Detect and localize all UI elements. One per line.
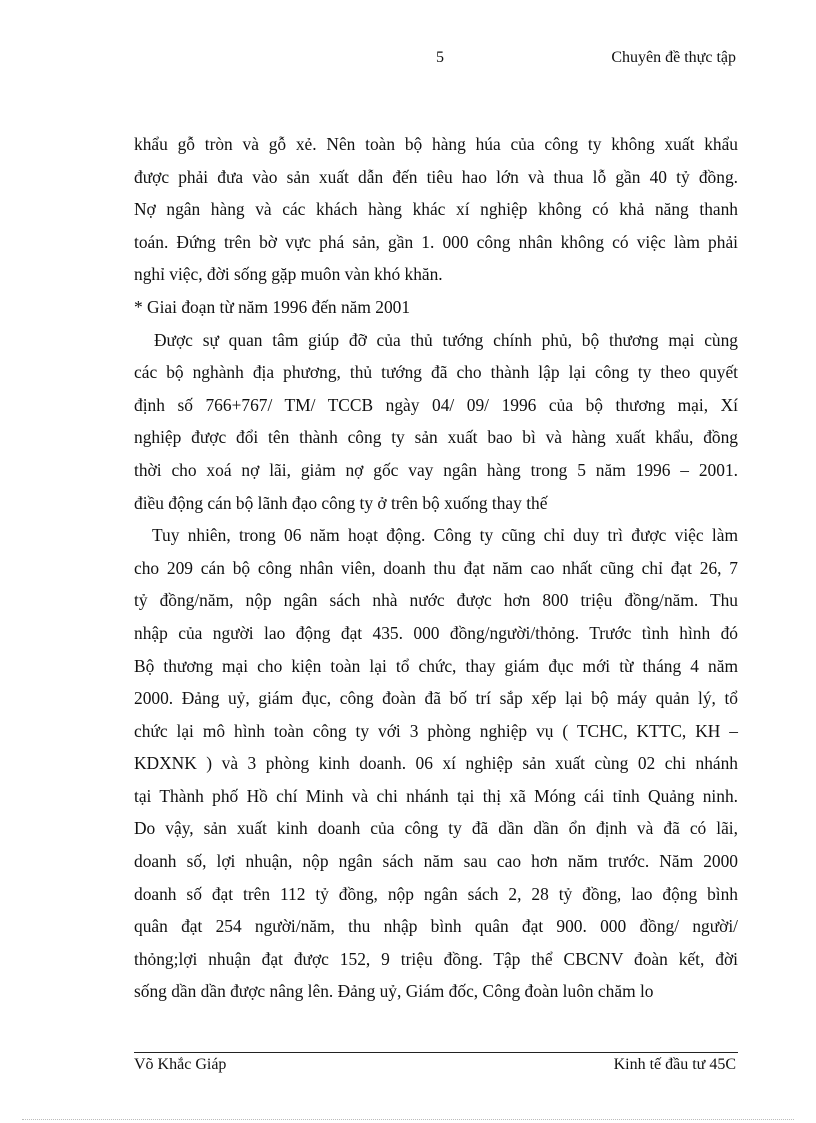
text-line: toán. Đứng trên bờ vực phá sản, gần 1. 000 công nhân không có việc làm phải [134,231,738,252]
footer-divider [134,1052,738,1053]
page-edge-divider [22,1119,794,1120]
document-title: Chuyên đề thực tập [611,49,736,66]
text-line: định số 766+767/ TM/ TCCB ngày 04/ 09/ 1996 của bộ thương mại, Xí [134,394,738,415]
text-line: doanh số đạt trên 112 tỷ đồng, nộp ngân sách 2, 28 tỷ đồng, lao động bình [134,883,738,904]
text-line: tại Thành phố Hồ chí Minh và chi nhánh tại thị xã Móng cái tỉnh Quảng ninh. [134,785,738,806]
text-line: Bộ thương mại cho kiện toàn lại tổ chức, thay giám đục mới từ tháng 4 năm [134,655,738,676]
text-line: Do vậy, sản xuất kinh doanh của công ty đã dần dần ổn định và đã có lãi, [134,818,738,839]
page-number: 5 [436,49,444,66]
text-line: tỷ đồng/năm, nộp ngân sách nhà nước được hơn 800 triệu đồng/năm. Thu [134,590,738,611]
text-line: doanh số, lợi nhuận, nộp ngân sách năm sau cao hơn năm trước. Năm 2000 [134,851,738,872]
text-line: quân đạt 254 người/năm, thu nhập bình quân đạt 900. 000 đồng/ người/ [134,916,738,937]
text-line: được phải đưa vào sản xuất dẫn đến tiêu hao lớn và thua lỗ gần 40 tỷ đồng. [134,166,738,187]
section-heading: * Giai đoạn từ năm 1996 đến năm 2001 [134,296,411,317]
text-line: cho 209 cán bộ công nhân viên, doanh thu đạt năm cao nhất cũng chỉ đạt 26, 7 [134,557,738,578]
text-line: Nợ ngân hàng và các khách hàng khác xí nghiệp không có khả năng thanh [134,199,738,220]
text-line: nghiệp được đổi tên thành công ty sản xuất bao bì và hàng xuất khẩu, đồng [134,427,738,448]
text-line: thời cho xoá nợ lãi, giảm nợ gốc vay ngân hàng trong 5 năm 1996 – 2001. [134,459,738,480]
text-line: 2000. Đảng uỷ, giám đục, công đoàn đã bố trí sắp xếp lại bộ máy quản lý, tổ [134,688,738,709]
text-line: KDXNK ) và 3 phòng kinh doanh. 06 xí nghiệp sản xuất cùng 02 chi nhánh [134,753,738,774]
text-line: nhập của người lao động đạt 435. 000 đồng/người/thỏng. Trước tình hình đó [134,622,738,643]
text-line: thỏng;lợi nhuận đạt được 152, 9 triệu đồng. Tập thể CBCNV đoàn kết, đời [134,948,738,969]
text-line: khẩu gỗ tròn và gỗ xẻ. Nên toàn bộ hàng húa của công ty không xuất khẩu [134,134,738,154]
footer-class: Kinh tế đầu tư 45C [613,1056,736,1073]
text-line: điều động cán bộ lãnh đạo công ty ở trên bộ xuống thay thế [134,492,548,513]
text-line: các bộ nghành địa phương, thủ tướng đã cho thành lập lại công ty theo quyết [134,362,738,383]
text-line: Được sự quan tâm giúp đỡ của thủ tướng chính phủ, bộ thương mại cùng [154,329,738,350]
body-text [134,128,738,1008]
text-line: nghỉ việc, đời sống gặp muôn vàn khó khăn. [134,264,443,285]
text-line: sống dần dần được nâng lên. Đảng uỷ, Giám đốc, Công đoàn luôn chăm lo [134,981,654,1002]
text-line: chức lại mô hình toàn công ty với 3 phòng nghiệp vụ ( TCHC, KTTC, KH – [134,720,738,741]
footer-author: Võ Khắc Giáp [134,1056,227,1073]
text-line: Tuy nhiên, trong 06 năm hoạt động. Công ty cũng chỉ duy trì được việc làm [152,525,738,546]
